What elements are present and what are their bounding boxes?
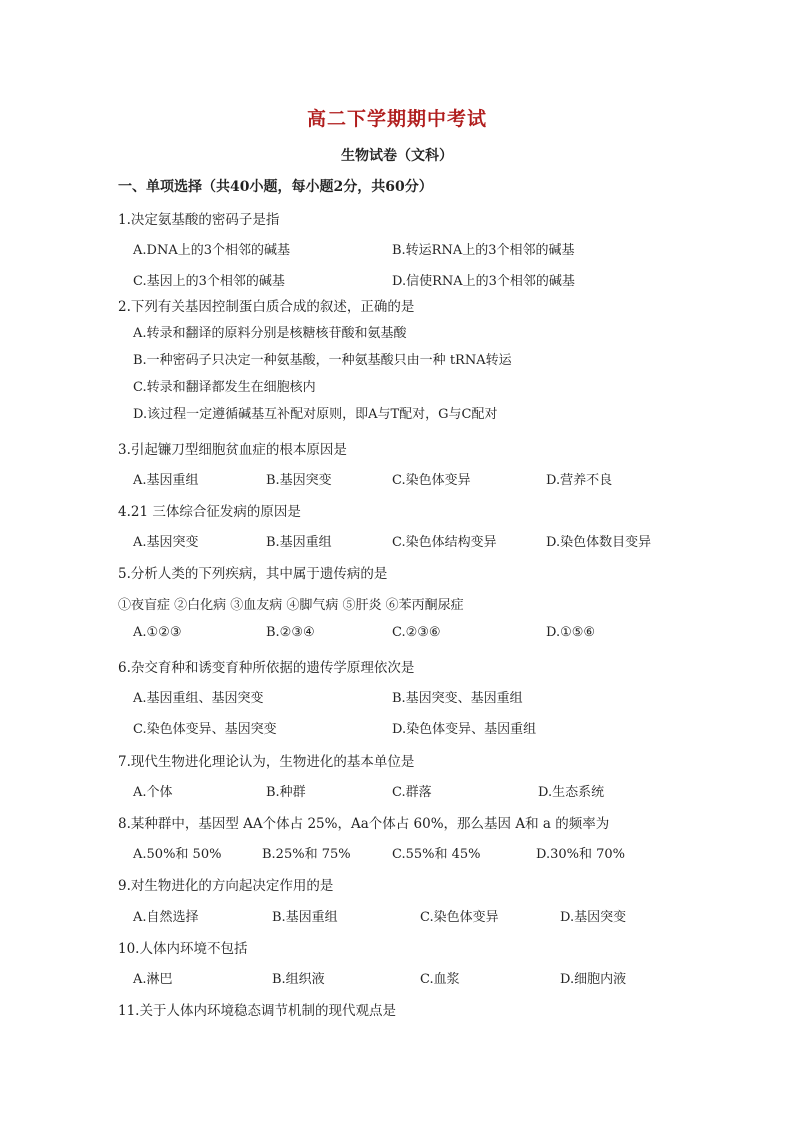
question-9-option-a: A.自然选择 [133, 910, 199, 925]
question-4-option-c: C.染色体结构变异 [392, 535, 497, 550]
question-6-stem: 6.杂交育种和诱变育种所依据的遗传学原理依次是 [118, 660, 415, 676]
question-3-option-c: C.染色体变异 [392, 473, 471, 488]
question-10-option-c: C.血浆 [420, 972, 460, 987]
question-10-option-a: A.淋巴 [133, 972, 173, 987]
question-1-option-d: D.信使RNA上的3个相邻的碱基 [392, 274, 575, 289]
question-4-option-a: A.基因突变 [133, 535, 199, 550]
question-5-option-a: A.①②③ [133, 625, 182, 640]
question-11-stem: 11.关于人体内环境稳态调节机制的现代观点是 [118, 1003, 396, 1019]
question-2-stem: 2.下列有关基因控制蛋白质合成的叙述，正确的是 [118, 299, 415, 315]
question-7-option-b: B.种群 [266, 785, 306, 800]
question-1-stem: 1.决定氨基酸的密码子是指 [118, 212, 280, 228]
question-8-option-b: B.25%和 75% [262, 847, 351, 862]
question-10-stem: 10.人体内环境不包括 [118, 941, 248, 957]
question-3-stem: 3.引起镰刀型细胞贫血症的根本原因是 [118, 442, 347, 458]
question-2-option-a: A.转录和翻译的原料分别是核糖核苷酸和氨基酸 [133, 326, 407, 341]
question-4-option-b: B.基因重组 [266, 535, 332, 550]
question-9-option-b: B.基因重组 [272, 910, 338, 925]
question-2-option-b: B.一种密码子只决定一种氨基酸，一种氨基酸只由一种 tRNA转运 [133, 353, 512, 368]
question-1-option-c: C.基因上的3个相邻的碱基 [133, 274, 285, 289]
section-heading: 一、单项选择（共40小题，每小题2分，共60分） [118, 179, 433, 195]
question-8-option-a: A.50%和 50% [133, 847, 222, 862]
question-6-option-d: D.染色体变异、基因重组 [392, 722, 537, 737]
exam-subtitle: 生物试卷（文科） [341, 148, 453, 164]
question-7-option-c: C.群落 [392, 785, 432, 800]
question-10-option-d: D.细胞内液 [560, 972, 627, 987]
question-8-stem: 8.某种群中，基因型 AA个体占 25%，Aa个体占 60%，那么基因 A和 a 的频率为 [118, 816, 610, 832]
question-3-option-a: A.基因重组 [133, 473, 199, 488]
question-5-option-d: D.①⑤⑥ [546, 625, 596, 640]
question-6-option-c: C.染色体变异、基因突变 [133, 722, 277, 737]
question-8-option-d: D.30%和 70% [536, 847, 626, 862]
question-6-option-b: B.基因突变、基因重组 [392, 691, 523, 706]
question-1-option-a: A.DNA上的3个相邻的碱基 [133, 243, 290, 258]
question-7-option-a: A.个体 [133, 785, 173, 800]
question-2-option-d: D.该过程一定遵循碱基互补配对原则，即A与T配对，G与C配对 [133, 407, 498, 422]
question-5-disease-list: ①夜盲症 ②白化病 ③血友病 ④脚气病 ⑤肝炎 ⑥苯丙酮尿症 [118, 598, 464, 613]
question-8-option-c: C.55%和 45% [392, 847, 481, 862]
question-10-option-b: B.组织液 [272, 972, 325, 987]
question-5-option-b: B.②③④ [266, 625, 315, 640]
question-3-option-d: D.营养不良 [546, 473, 613, 488]
question-4-stem: 4.21 三体综合征发病的原因是 [118, 504, 301, 520]
question-7-option-d: D.生态系统 [538, 785, 605, 800]
question-7-stem: 7.现代生物进化理论认为，生物进化的基本单位是 [118, 754, 415, 770]
question-3-option-b: B.基因突变 [266, 473, 332, 488]
question-4-option-d: D.染色体数目变异 [546, 535, 652, 550]
question-6-option-a: A.基因重组、基因突变 [133, 691, 264, 706]
question-5-stem: 5.分析人类的下列疾病，其中属于遗传病的是 [118, 566, 388, 582]
question-1-option-b: B.转运RNA上的3个相邻的碱基 [392, 243, 575, 258]
question-9-option-d: D.基因突变 [560, 910, 627, 925]
question-9-option-c: C.染色体变异 [420, 910, 499, 925]
question-5-option-c: C.②③⑥ [392, 625, 441, 640]
question-9-stem: 9.对生物进化的方向起决定作用的是 [118, 878, 334, 894]
exam-title: 高二下学期期中考试 [306, 108, 487, 130]
question-2-option-c: C.转录和翻译都发生在细胞核内 [133, 380, 316, 395]
